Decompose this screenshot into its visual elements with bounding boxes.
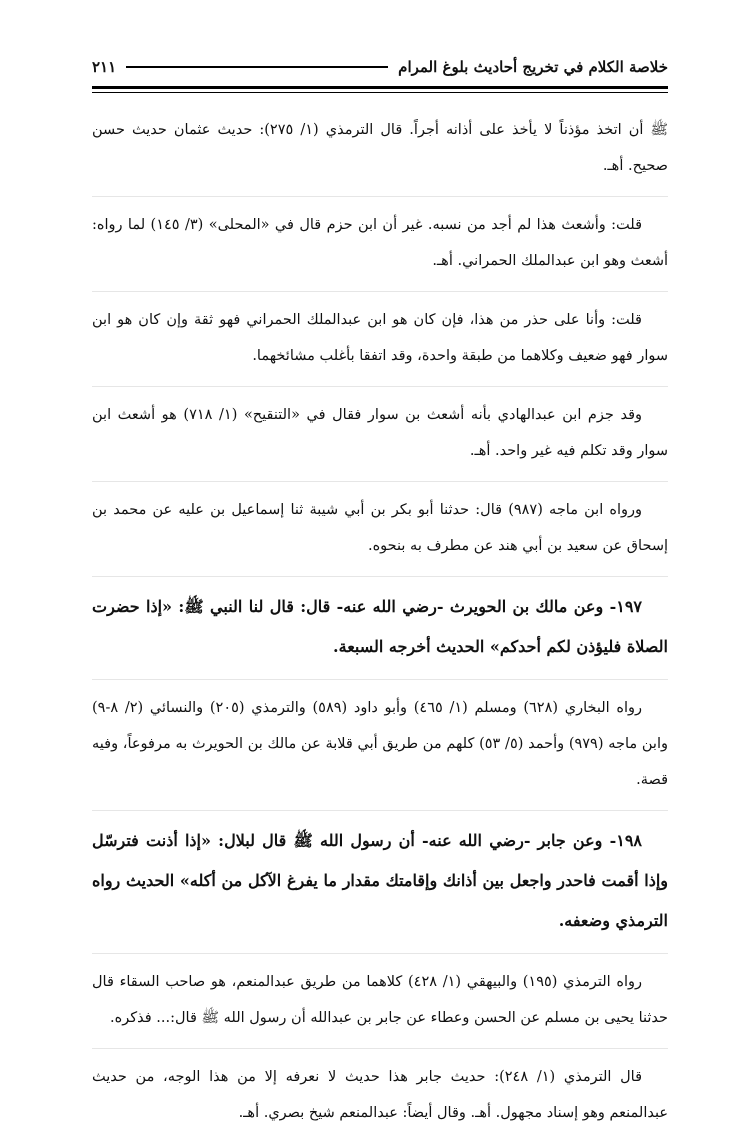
header-divider-thick xyxy=(92,86,668,89)
paragraph-divider xyxy=(92,679,668,680)
header-rule xyxy=(126,66,388,68)
paragraph-divider xyxy=(92,481,668,482)
page-number: ٢١١ xyxy=(92,58,117,76)
paragraph-note: ورواه ابن ماجه (٩٨٧) قال: حدثنا أبو بكر بن أبي شيبة ثنا إسماعيل بن عليه عن محمد بن إسحاق عن سعيد بن أبي هند عن مطرف به بنحوه. xyxy=(92,502,668,554)
hadith-197: ١٩٧- وعن مالك بن الحويرث -رضي الله عنه- قال: قال لنا النبي ﷺ: «إذا حضرت الصلاة فليؤذن لكم أحدكم» الحديث أخرجه السبعة. xyxy=(92,597,668,656)
paragraph-note: قلت: وأشعث هذا لم أجد من نسبه. غير أن ابن حزم قال في «المحلى» (٣/ ١٤٥) لما رواه: أشعث وهو ابن عبدالملك الحمراني. أهـ. xyxy=(92,217,668,269)
paragraph-note: وقد جزم ابن عبدالهادي بأنه أشعث بن سوار فقال في «التنقيح» (١/ ٧١٨) هو أشعث ابن سوار وقد تكلم فيه غير واحد. أهـ. xyxy=(92,407,668,459)
paragraph-takhrij: رواه البخاري (٦٢٨) ومسلم (١/ ٤٦٥) وأبو داود (٥٨٩) والترمذي (٢٠٥) والنسائي (٢/ ٨-٩) وابن ماجه (٩٧٩) وأحمد (٥/ ٥٣) كلهم من طريق أبي قلابة عن مالك بن الحويرث به مرفوعاً، وفيه قصة. xyxy=(92,700,668,788)
paragraph-note: قلت: وأنا على حذر من هذا، فإن كان هو ابن عبدالملك الحمراني فهو ثقة وإن كان هو ابن سوار فهو ضعيف وكلاهما من طبقة واحدة، وقد اتفقا بأغلب مشائخهما. xyxy=(92,312,668,364)
page-body xyxy=(92,112,668,1143)
paragraph-divider xyxy=(92,196,668,197)
paragraph-divider xyxy=(92,386,668,387)
running-header xyxy=(92,54,668,80)
paragraph-note: قال الترمذي (١/ ٢٤٨): حديث جابر هذا حديث لا نعرفه إلا من هذا الوجه، من حديث عبدالمنعم وهو إسناد مجهول. أهـ. وقال أيضاً: عبدالمنعم شيخ بصري. أهـ. xyxy=(92,1069,668,1121)
paragraph-divider xyxy=(92,953,668,954)
hadith-198: ١٩٨- وعن جابر -رضي الله عنه- أن رسول الله ﷺ قال لبلال: «إذا أذنت فترسّل وإذا أقمت فاحدر واجعل بين أذانك وإقامتك مقدار ما يفرغ الآكل من أكله» الحديث رواه الترمذي وضعفه. xyxy=(92,831,668,930)
paragraph-divider xyxy=(92,1048,668,1049)
paragraph-divider xyxy=(92,810,668,811)
paragraph-continuation: ﷺ أن اتخذ مؤذناً لا يأخذ على أذانه أجراً. قال الترمذي (١/ ٢٧٥): حديث عثمان حديث حسن صحيح. أهـ. xyxy=(92,122,668,174)
paragraph-takhrij: رواه الترمذي (١٩٥) والبيهقي (١/ ٤٢٨) كلاهما من طريق عبدالمنعم، هو صاحب السقاء قال حدثنا يحيى بن مسلم عن الحسن وعطاء عن جابر بن عبدالله أن رسول الله ﷺ قال:... فذكره. xyxy=(92,974,668,1026)
paragraph-divider xyxy=(92,291,668,292)
header-divider-thin xyxy=(92,92,668,93)
book-title: خلاصة الكلام في تخريج أحاديث بلوغ المرام xyxy=(398,58,668,76)
paragraph-divider xyxy=(92,576,668,577)
